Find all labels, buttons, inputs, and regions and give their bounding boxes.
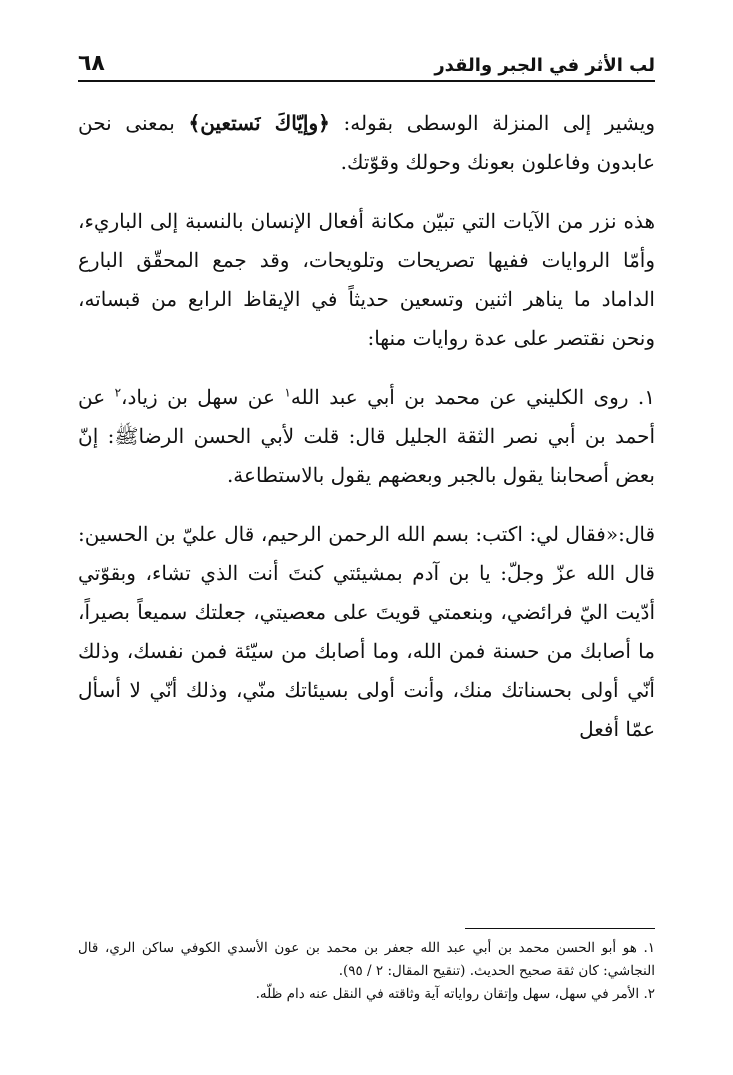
paragraph-1 [78, 104, 655, 182]
paragraph-3-part-1: ١. روى الكليني عن محمد بن أبي عبد الله [290, 385, 656, 409]
paragraph-3-part-2: عن سهل بن زياد، [121, 385, 285, 409]
paragraph-2: هذه نزر من الآيات التي تبيّن مكانة أفعال الإنسان بالنسبة إلى الباريء، وأمّا الروايات ففيها تصريحات وتلويحات، وقد جمع المحقّق البارع الداماد ما يناهر اثنين وتسعين حديثاً في الإيقاظ الرابع من قبساته، ونحن نقتصر على عدة روايات منها: [78, 209, 655, 350]
page-header [78, 36, 655, 82]
paragraph-4: قال:«فقال لي: اكتب: بسم الله الرحمن الرحيم، قال عليّ بن الحسين: قال الله عزّ وجلّ: يا بن آدم بمشيئتي كنتَ أنت الذي تشاء، وبقوّتي أدّيت اليّ فرائضي، وبنعمتي قويتَ على معصيتي، جعلتك سميعاً بصيراً، ما أصابك من حسنة فمن الله، وما أصابك من سيّئة فمن نفسك، وذلك أنّي أولى بحسناتك منك، وأنت أولى بسيئاتك منّي، وذلك أنّي لا أسأل عمّا أفعل [78, 522, 655, 741]
footnote-ref-2[interactable]: ٢ [114, 385, 122, 400]
page-number: ٦٨ [78, 51, 105, 76]
running-title: لب الأثر في الجبر والقدر [434, 55, 655, 76]
footnote-ref-1[interactable]: ١ [284, 385, 291, 400]
paragraph-3-part-3: عن أحمد بن أبي نصر الثقة الجليل قال: قلت لأبي الحسن الرضاﷺ: إنّ بعض أصحابنا يقول بالجبر وبعضهم يقول بالاستطاعة. [78, 385, 655, 487]
paragraph-1-intro: ويشير إلى المنزلة الوسطى بقوله: [329, 111, 655, 135]
main-text [78, 104, 655, 749]
footnote-2: ٢. الأمر في سهل، سهل وإتقان رواياته آية وثاقته في النقل عنه دام ظلّه. [255, 986, 655, 1002]
footnotes [78, 928, 655, 1006]
paragraph-3 [78, 378, 655, 495]
footnote-divider [465, 928, 655, 929]
footnote-1: ١. هو أبو الحسن محمد بن أبي عبد الله جعفر بن محمد بن عون الأسدي الكوفي ساكن الري، قال النجاشي: كان ثقة صحيح الحديث. (تنقيح المقال: ٢ / ٩٥). [78, 940, 655, 979]
paragraph-1-rest: بمعنى نحن عابدون وفاعلون بعونك وحولك وقوّتك. [78, 111, 655, 174]
quran-verse: ﴿وإيّاكَ نَستعين﴾ [188, 111, 330, 135]
